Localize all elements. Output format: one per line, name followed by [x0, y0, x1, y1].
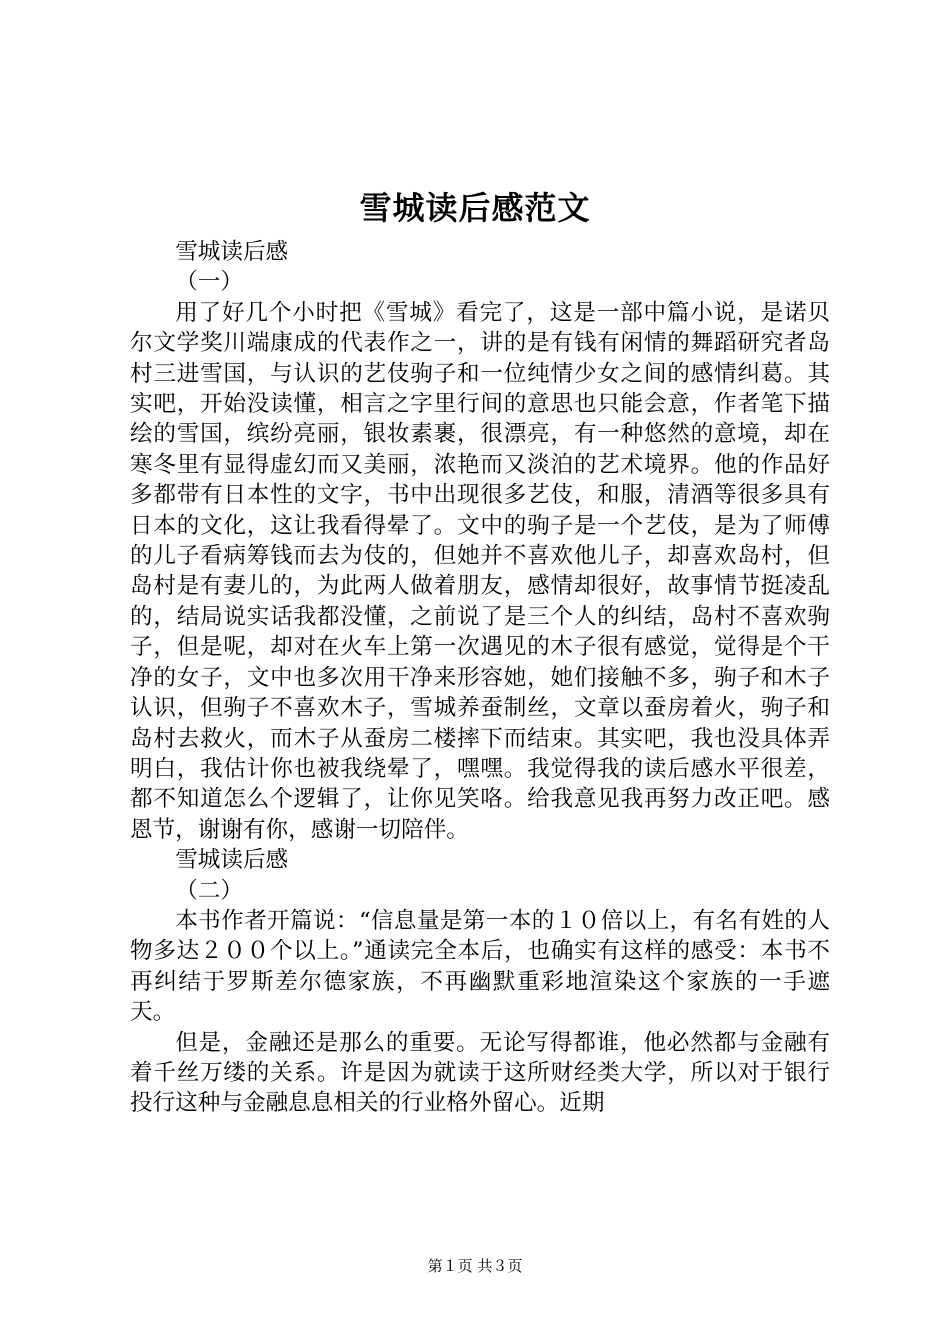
- section-2-paragraph-2: 但是，金融还是那么的重要。无论写得都谁，他必然都与金融有着千丝万缕的关系。许是因为就读于这所财经类大学，所以对于银行投行这种与金融息息相关的行业格外留心。近期: [130, 1029, 830, 1117]
- section-1-number: （一）: [175, 269, 243, 296]
- page-footer: 第１页 共３页: [427, 1257, 523, 1275]
- document-title: 雪城读后感范文: [359, 189, 591, 227]
- section-2-heading: 雪城读后感: [175, 847, 289, 874]
- document-body: [130, 237, 830, 1119]
- section-2-number: （二）: [175, 877, 243, 904]
- section-1-paragraph-1: 用了好几个小时把《雪城》看完了，这是一部中篇小说，是诺贝尔文学奖川端康成的代表作之一，讲的是有钱有闲情的舞蹈研究者岛村三进雪国，与认识的艺伎驹子和一位纯情少女之间的感情纠葛。其实吧，开始没读懂，相言之字里行间的意思也只能会意，作者笔下描绘的雪国，缤纷亮丽，银妆素裹，很漂亮，有一种悠然的意境，却在寒冬里有显得虚幻而又美丽，浓艳而又淡泊的艺术境界。他的作品好多都带有日本性的文字，书中出现很多艺伎，和服，清酒等很多具有日本的文化，这让我看得晕了。文中的驹子是一个艺伎，是为了师傅的儿子看病筹钱而去为伎的，但她并不喜欢他儿子，却喜欢岛村，但岛村是有妻儿的，为此两人做着朋友，感情却很好，故事情节挺凌乱的，结局说实话我都没懂，之前说了是三个人的纠结，岛村不喜欢驹子，但是呢，却对在火车上第一次遇见的木子很有感觉，觉得是个干净的女子，文中也多次用干净来形容她，她们接触不多，驹子和木子认识，但驹子不喜欢木子，雪城养蚕制丝，文章以蚕房着火，驹子和岛村去救火，而木子从蚕房二楼摔下而结束。其实吧，我也没具体弄明白，我估计你也被我绕晕了，嘿嘿。我觉得我的读后感水平很差，都不知道怎么个逻辑了，让你见笑咯。给我意见我再努力改正吧。感恩节，谢谢有你，感谢一切陪伴。: [130, 299, 830, 843]
- section-2-paragraph-1: 本书作者开篇说：“信息量是第一本的１０倍以上，有名有姓的人物多达２００个以上。”通读完全本后，也确实有这样的感受：本书不再纠结于罗斯差尔德家族，不再幽默重彩地渲染这个家族的一手遮天。: [130, 907, 830, 1026]
- section-1-heading: 雪城读后感: [175, 239, 289, 265]
